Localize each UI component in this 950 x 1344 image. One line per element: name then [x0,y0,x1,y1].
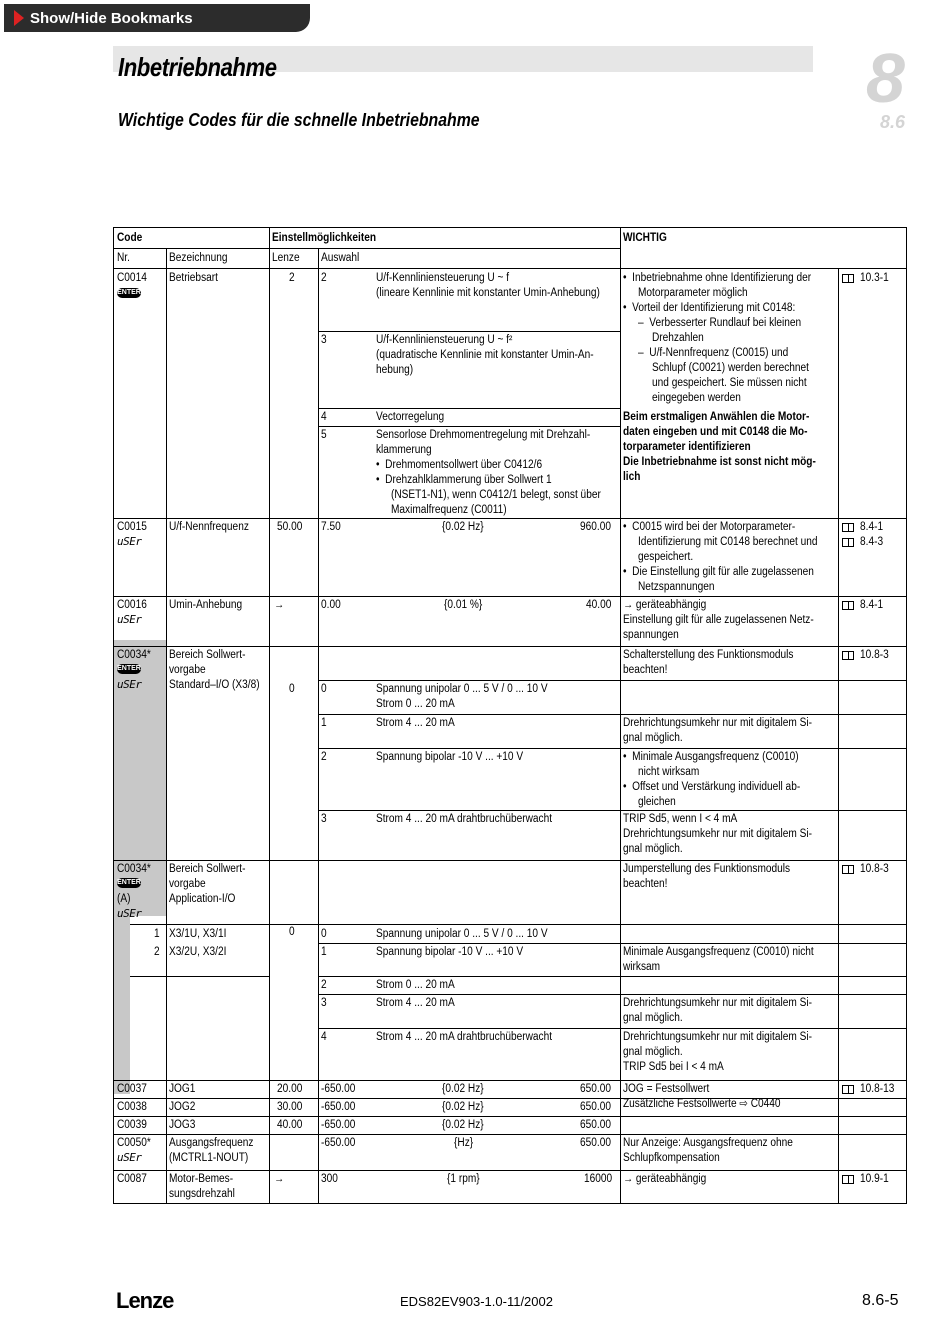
note-text: TRIP Sd5, wenn I < 4 mA [623,813,738,825]
note-text: Zusätzliche Festsollwerte ⇨ C0440 [623,1098,781,1110]
lenze-jog3: 40.00 [277,1119,303,1131]
step-value: {Hz} [454,1137,474,1149]
option-text: • Drehzahlklammerung über Sollwert 1 [376,474,552,486]
option-text: klammerung [376,444,432,456]
note-text: und gespeichert. Sie müssen nicht [652,377,807,389]
book-icon [842,523,854,532]
book-icon [842,1085,854,1094]
col-line [838,268,839,1204]
code-c0015: C0015 [117,521,147,533]
page-title: Inbetriebnahme [118,52,277,82]
max-value: 650.00 [580,1119,611,1131]
step-value: {0.02 Hz} [442,1101,484,1113]
note-text: Schlupfkompensation [623,1152,720,1164]
note-text: wirksam [623,961,661,973]
application-marker: (A) [117,893,131,905]
user-menu-icon: uSEr [117,907,142,920]
code-c0037: C0037 [117,1083,147,1095]
lenze-jog2: 30.00 [277,1101,303,1113]
option-num: 2 [321,272,327,284]
col-line [318,248,319,1204]
option-num: 4 [321,411,327,423]
code-c0038: C0038 [117,1101,147,1113]
ref-link[interactable]: 10.9-1 [860,1173,889,1185]
name-c0016: Umin-Anhebung [169,599,243,611]
option-text: Maximalfrequenz (C0011) [391,504,507,516]
head-nr: Nr. [117,252,130,264]
row-line [318,810,907,811]
row-line [114,646,907,647]
bookmarks-toggle-button[interactable] [4,4,310,32]
note-text: gleichen [638,796,676,808]
min-value: -650.00 [321,1137,356,1149]
lenze-c0014: 2 [289,272,295,284]
code-c0034a: C0034* [117,863,151,875]
user-menu-icon: uSEr [117,535,142,548]
min-value: -650.00 [321,1119,356,1131]
row-line [114,860,907,861]
name-jog3: JOG3 [169,1119,196,1131]
note-text: • Offset und Verstärkung individuell ab- [623,781,801,793]
option-text: Strom 4 ... 20 mA drahtbruchüberwacht [376,1031,553,1043]
note-bold: Beim erstmaligen Anwählen die Motor- [623,411,810,423]
page-subtitle: Wichtige Codes für die schnelle Inbetriebnahme [118,110,480,130]
subcode-nr: 1 [154,928,160,940]
row-line [114,1116,907,1117]
note-text: gnal möglich. [623,1012,683,1024]
name-c0087: Motor-Bemes- [169,1173,234,1185]
subcode-name: X3/1U, X3/1I [169,928,227,940]
note-text: Schlupf (C0021) werden berechnet [652,362,809,374]
option-num: 2 [321,751,327,763]
ref-link[interactable]: 10.8-13 [860,1083,895,1095]
enter-icon: ENTER [117,665,141,672]
option-text: Strom 0 ... 20 mA [376,979,455,991]
option-text: Spannung unipolar 0 ... 5 V / 0 ... 10 V [376,683,548,695]
chapter-number: 8 [866,39,905,117]
note-text: beachten! [623,664,668,676]
note-text: gnal möglich. [623,1046,683,1058]
name-c0087: sungsdrehzahl [169,1188,235,1200]
enter-icon: ENTER [117,879,141,886]
note-text: nicht wirksam [638,766,700,778]
col-line [166,248,167,1204]
step-value: {0.01 %} [444,599,483,611]
row-line [318,976,907,977]
name-c0015: U/f-Nennfrequenz [169,521,249,533]
note-text: Minimale Ausgangsfrequenz (C0010) nicht [623,946,814,958]
option-text: Spannung unipolar 0 ... 5 V / 0 ... 10 V [376,928,548,940]
option-text: U/f-Kennliniensteuerung U ~ f² [376,334,513,346]
name-c0050: (MCTRL1-NOUT) [169,1152,249,1164]
name-jog2: JOG2 [169,1101,196,1113]
min-value: 7.50 [321,521,341,533]
max-value: 650.00 [580,1101,611,1113]
head-code: Code [117,232,143,244]
note-text: • Die Einstellung gilt für alle zugelassenen [623,566,814,578]
max-value: 650.00 [580,1083,611,1095]
option-text: Strom 4 ... 20 mA [376,717,455,729]
step-value: {1 rpm} [447,1173,480,1185]
note-text: gespeichert. [638,551,694,563]
option-text: (lineare Kennlinie mit konstanter Umin-Anhebung) [376,287,600,299]
code-table [113,227,907,1204]
note-text: • C0015 wird bei der Motorparameter- [623,521,796,533]
lenze-logo: Lenze [116,1288,174,1313]
ref-link[interactable]: 10.8-3 [860,649,889,661]
option-num: 4 [321,1031,327,1043]
code-shading [114,916,130,1094]
option-text: Strom 4 ... 20 mA [376,997,455,1009]
ref-link[interactable]: 8.4-3 [860,536,884,548]
head-wichtig: WICHTIG [623,232,667,244]
note-text: beachten! [623,878,668,890]
row-line [114,1080,907,1081]
user-menu-icon: uSEr [117,1151,142,1164]
head-auswahl: Auswahl [321,252,360,264]
code-c0014: C0014 [117,272,147,284]
option-text: U/f-Kennliniensteuerung U ~ f [376,272,510,284]
head-einstell: Einstellmöglichkeiten [272,232,377,244]
row-line [130,924,907,925]
code-c0050: C0050* [117,1137,151,1149]
subcode-nr: 2 [154,946,160,958]
lenze-jog1: 20.00 [277,1083,303,1095]
note-text: Netzspannungen [638,581,715,593]
head-lenze: Lenze [272,252,300,264]
row-line [114,1170,907,1171]
note-text: → geräteabhängig [623,1173,707,1185]
book-icon [842,1175,854,1184]
note-text: • Minimale Ausgangsfrequenz (C0010) [623,751,799,763]
note-text: Drehrichtungsumkehr nur mit digitalem Si- [623,828,812,840]
row-line [318,1028,907,1029]
option-text: Strom 0 ... 20 mA [376,698,455,710]
bookmarks-toggle-label: Show/Hide Bookmarks [30,9,193,27]
name-c0014: Betriebsart [169,272,218,284]
row-line [114,1098,907,1099]
note-text: Schalterstellung des Funktionsmoduls [623,649,794,661]
note-text: Einstellung gilt für alle zugelassenen Netz- [623,614,814,626]
book-icon [842,651,854,660]
row-line [114,596,907,597]
max-value: 650.00 [580,1137,611,1149]
max-value: 16000 [584,1173,613,1185]
option-text: Spannung bipolar -10 V ... +10 V [376,751,524,763]
note-text: eingegeben werden [652,392,741,404]
name-c0034: vorgabe [169,664,206,676]
option-text: (quadratische Kennlinie mit konstanter Umin-An- [376,349,594,361]
option-num: 2 [321,979,327,991]
option-num: 3 [321,997,327,1009]
row-line [318,426,620,427]
row-line [318,331,620,332]
option-num: 0 [321,683,327,695]
name-c0034a: vorgabe [169,878,206,890]
note-text: – Verbesserter Rundlauf bei kleinen [638,317,802,329]
page-number: 8.6-5 [862,1292,899,1309]
option-num: 1 [321,946,327,958]
code-c0039: C0039 [117,1119,147,1131]
row-line [114,248,620,249]
row-line [318,714,907,715]
step-value: {0.02 Hz} [442,1119,484,1131]
name-c0034a: Bereich Sollwert- [169,863,246,875]
ref-link[interactable]: 8.4-1 [860,521,884,533]
note-text: Identifizierung mit C0148 berechnet und [638,536,818,548]
note-bold: Die Inbetriebnahme ist sonst nicht mög- [623,456,816,468]
row-line [114,268,907,269]
option-num: 3 [321,813,327,825]
option-num: 5 [321,429,327,441]
option-num: 0 [321,928,327,940]
name-c0034: Standard–I/O (X3/8) [169,679,260,691]
option-text: • Drehmomentsollwert über C0412/6 [376,459,543,471]
lenze-c0034a: 0 [289,926,295,938]
note-text: Jumperstellung des Funktionsmoduls [623,863,791,875]
note-text: → geräteabhängig [623,599,707,611]
triangle-right-icon [14,10,24,26]
row-line [318,408,620,409]
note-text: Drehrichtungsumkehr nur mit digitalem Si- [623,717,812,729]
option-num: 3 [321,334,327,346]
step-value: {0.02 Hz} [442,521,484,533]
row-line [114,518,907,519]
option-text: Vectorregelung [376,411,445,423]
option-text: Spannung bipolar -10 V ... +10 V [376,946,524,958]
name-jog1: JOG1 [169,1083,196,1095]
row-line [130,976,270,977]
note-text: – U/f-Nennfrequenz (C0015) und [638,347,789,359]
option-text: Strom 4 ... 20 mA drahtbruchüberwacht [376,813,553,825]
lenze-c0015: 50.00 [277,521,303,533]
code-c0034: C0034* [117,649,151,661]
arrow-icon: → [274,1173,285,1185]
code-c0087: C0087 [117,1173,147,1185]
option-num: 1 [321,717,327,729]
note-text: Drehrichtungsumkehr nur mit digitalem Si- [623,997,812,1009]
note-text: JOG = Festsollwert [623,1083,710,1095]
note-text: TRIP Sd5 bei I < 4 mA [623,1061,724,1073]
book-icon [842,274,854,283]
min-value: -650.00 [321,1101,356,1113]
name-c0050: Ausgangsfrequenz [169,1137,254,1149]
book-icon [842,538,854,547]
ref-link[interactable]: 8.4-1 [860,599,884,611]
subcode-name: X3/2U, X3/2I [169,946,227,958]
enter-icon: ENTER [117,289,141,296]
note-text: gnal möglich. [623,732,683,744]
ref-link[interactable]: 10.8-3 [860,863,889,875]
note-text: gnal möglich. [623,843,683,855]
option-text: Sensorlose Drehmomentregelung mit Drehzahl- [376,429,591,441]
row-line [114,1134,907,1135]
document-id: EDS82EV903-1.0-11/2002 [400,1294,553,1309]
note-text: Drehrichtungsumkehr nur mit digitalem Si- [623,1031,812,1043]
note-text: • Vorteil der Identifizierung mit C0148: [623,302,796,314]
min-value: 0.00 [321,599,341,611]
col-line [269,228,270,1204]
note-text: spannungen [623,629,679,641]
min-value: -650.00 [321,1083,356,1095]
code-c0016: C0016 [117,599,147,611]
user-menu-icon: uSEr [117,613,142,626]
col-line [620,228,621,1204]
ref-link[interactable]: 10.3-1 [860,272,889,284]
row-line [318,748,907,749]
section-number: 8.6 [880,112,906,132]
min-value: 300 [321,1173,338,1185]
name-c0034a: Application-I/O [169,893,236,905]
arrow-icon: → [274,599,285,611]
note-bold: torparameter identifizieren [623,441,751,453]
book-icon [842,601,854,610]
note-text: • Inbetriebnahme ohne Identifizierung der [623,272,812,284]
row-line [318,994,907,995]
max-value: 960.00 [580,521,611,533]
option-text: hebung) [376,364,414,376]
book-icon [842,865,854,874]
note-bold: lich [623,471,641,483]
row-line [318,680,907,681]
note-text: Motorparameter möglich [638,287,748,299]
user-menu-icon: uSEr [117,678,142,691]
max-value: 40.00 [586,599,612,611]
row-line [318,943,907,944]
note-text: Drehzahlen [652,332,704,344]
name-c0034: Bereich Sollwert- [169,649,246,661]
step-value: {0.02 Hz} [442,1083,484,1095]
note-bold: daten eingeben und mit C0148 die Mo- [623,426,808,438]
option-text: (NSET1-N1), wenn C0412/1 belegt, sonst über [391,489,601,501]
lenze-c0034: 0 [289,683,295,695]
note-text: Nur Anzeige: Ausgangsfrequenz ohne [623,1137,793,1149]
head-bezeichnung: Bezeichnung [169,252,228,264]
